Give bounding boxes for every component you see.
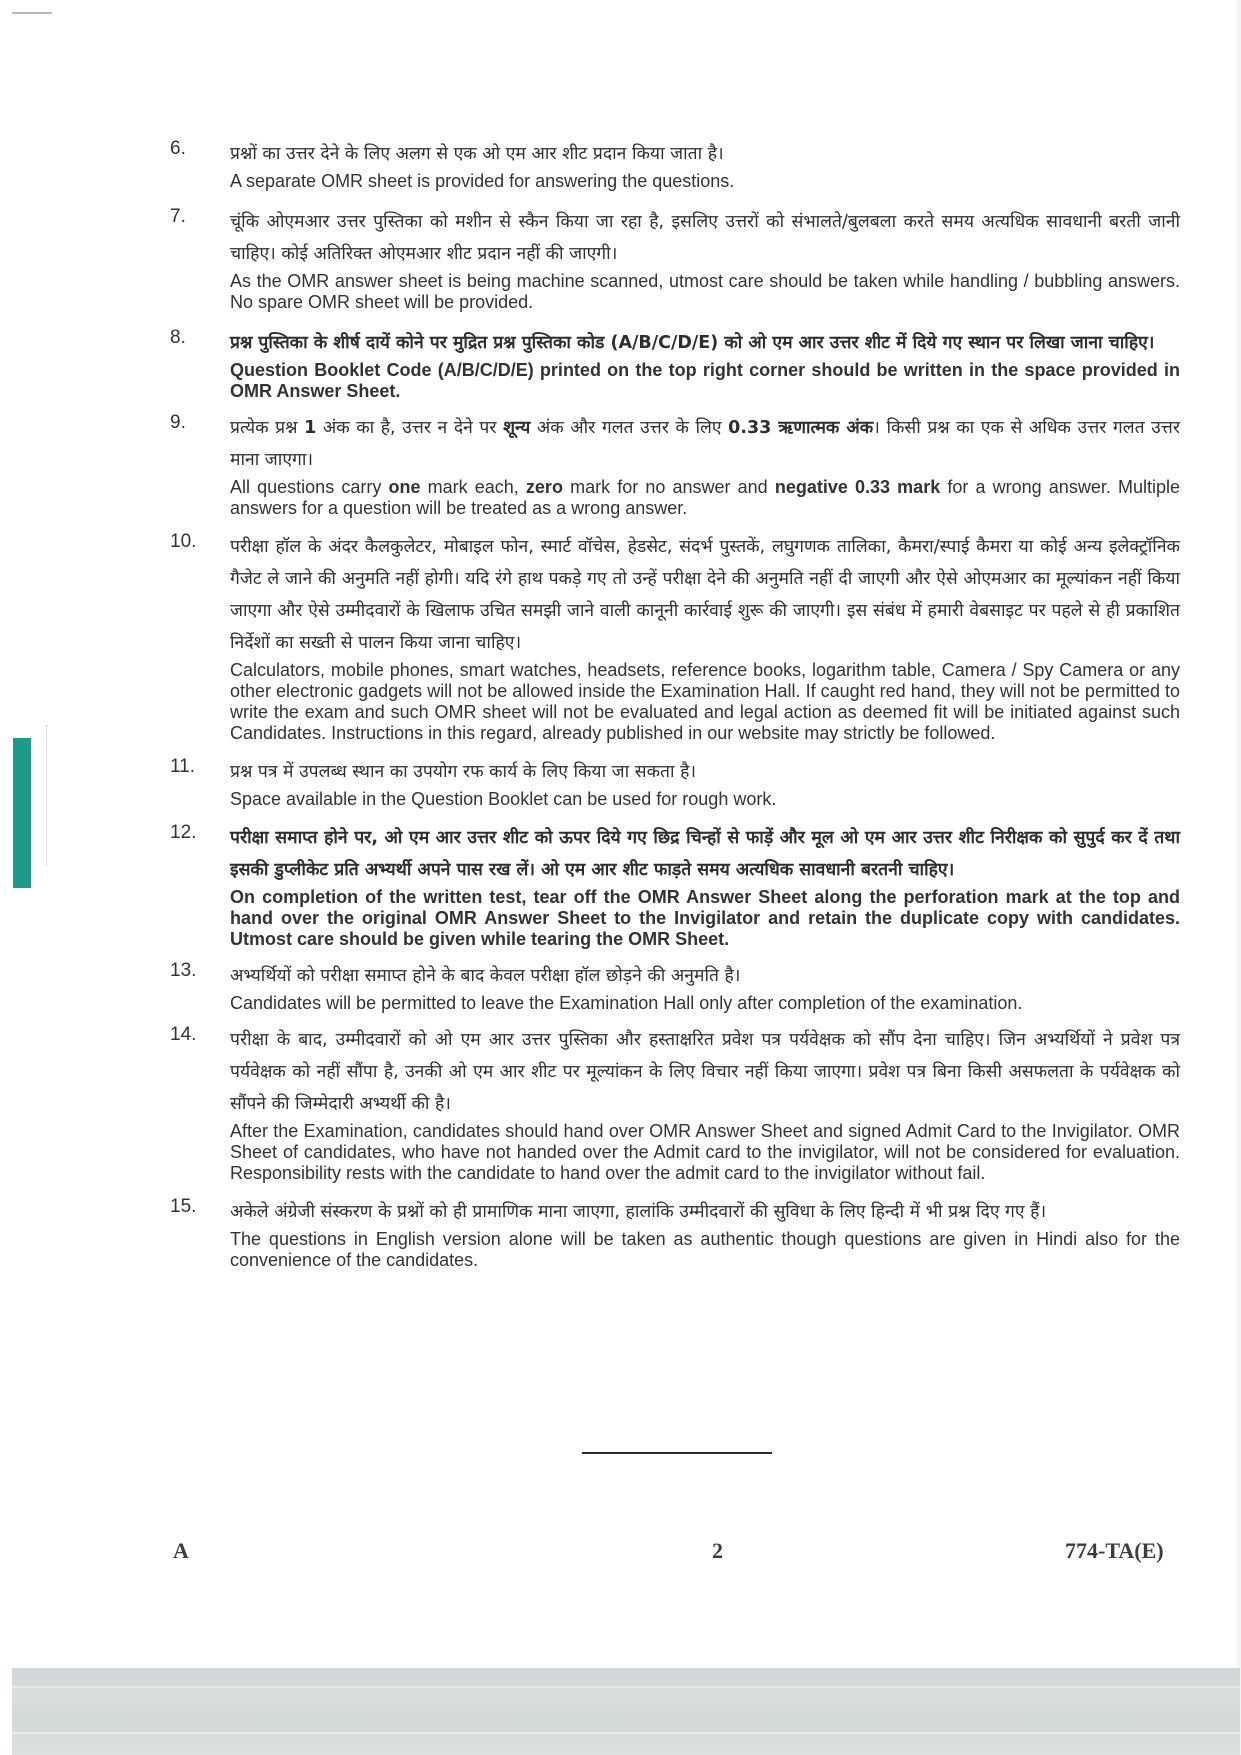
instructions-list	[170, 138, 1180, 1271]
scanner-bed-edge	[12, 1668, 1240, 1755]
instruction-number: 10.	[170, 531, 197, 552]
instruction-english: On completion of the written test, tear off the OMR Answer Sheet along the perforation mark at the top and hand over the original OMR Answer Sheet to the Invigilator and retain the duplicate copy with candidates. Utmost care should be given while tearing the OMR Sheet.	[230, 887, 1180, 949]
instruction-number: 14.	[170, 1024, 197, 1045]
instruction-14	[170, 1024, 1180, 1184]
instruction-english: As the OMR answer sheet is being machine scanned, utmost care should be taken while handling / bubbling answers. No spare OMR sheet will be provided.	[230, 271, 1180, 312]
instruction-11	[170, 756, 1180, 810]
text-run: All questions carry	[230, 477, 389, 497]
instruction-english: Calculators, mobile phones, smart watches, headsets, reference books, logarithm table, Camera / Spy Camera or any other electronic gadgets will not be allowed inside the Examination Hall. If caught red hand, they will not be permitted to write the exam and such OMR sheet will not be evaluated and legal action as deemed fit will be initiated against such Candidates. Instructions in this regard, already published in our website may strictly be followed.	[230, 660, 1180, 743]
bold-run: one	[388, 477, 421, 497]
scan-right-edge	[1237, 0, 1241, 1755]
instruction-english: Question Booklet Code (A/B/C/D/E) printed on the top right corner should be written in the space provided in OMR Answer Sheet.	[230, 360, 1180, 401]
perforation-line	[46, 725, 47, 865]
instruction-hindi: अभ्यर्थियों को परीक्षा समाप्त होने के बाद केवल परीक्षा हॉल छोड़ने की अनुमति है।	[230, 966, 741, 986]
instruction-english	[230, 477, 1180, 519]
instruction-english: After the Examination, candidates should hand over OMR Answer Sheet and signed Admit Card to the Invigilator. OMR Sheet of candidates, who have not handed over the Admit card to the invigilator, will not be considered for evaluation. Responsibility rests with the candidate to hand over the admit card to the invigilator without fail.	[230, 1121, 1180, 1183]
bold-run: 1	[304, 418, 317, 438]
text-run: अंक का है, उत्तर न देने पर	[316, 418, 504, 438]
instruction-hindi: प्रश्न पत्र में उपलब्ध स्थान का उपयोग रफ कार्य के लिए किया जा सकता है।	[230, 762, 697, 782]
instruction-number: 9.	[170, 412, 186, 433]
instruction-hindi: परीक्षा समाप्त होने पर, ओ एम आर उत्तर शीट को ऊपर दिये गए छिद्र चिन्हों से फाड़ें और मूल ओ एम आर उत्तर शीट निरीक्षक को सुपुर्द कर दें तथा इसकी डुप्लीकेट प्रति अभ्यर्थी अपने पास रख लें। ओ एम आर शीट फाड़ते समय अत्यधिक सावधानी बरतनी चाहिए।	[230, 828, 1180, 880]
instruction-english: Candidates will be permitted to leave the Examination Hall only after completion of the examination.	[230, 993, 1023, 1013]
instruction-15	[170, 1196, 1180, 1271]
instruction-12	[170, 822, 1180, 950]
text-run: अंक और गलत उत्तर के लिए	[530, 418, 729, 438]
instruction-hindi: प्रश्न पुस्तिका के शीर्ष दायें कोने पर मुद्रित प्रश्न पुस्तिका कोड (A/B/C/D/E) को ओ एम आर उत्तर शीट में दिये गए स्थान पर लिखा जाना चाहिए।	[230, 333, 1155, 353]
instruction-hindi: प्रश्नों का उत्तर देने के लिए अलग से एक ओ एम आर शीट प्रदान किया जाता है।	[230, 144, 724, 164]
instruction-hindi: परीक्षा हॉल के अंदर कैलकुलेटर, मोबाइल फोन, स्मार्ट वॉचेस, हेडसेट, संदर्भ पुस्तकें, लघुगणक तालिका, कैमरा/स्पाई कैमरा या कोई अन्य इलेक्ट्रॉनिक गैजेट ले जाने की अनुमति नहीं होगी। यदि रंगे हाथ पकड़े गए तो उन्हें परीक्षा देने की अनुमति नहीं दी जाएगी और ऐसे ओएमआर का मूल्यांकन नहीं किया जाएगा और ऐसे उम्मीदवारों के खिलाफ उचित समझी जाने वाली कानूनी कार्रवाई शुरू की जाएगी। इस संबंध में हमारी वेबसाइट पर पहले से ही प्रकाशित निर्देशों का सख्ती से पालन किया जाना चाहिए।	[230, 537, 1180, 653]
instruction-number: 8.	[170, 327, 186, 348]
instruction-english: Space available in the Question Booklet can be used for rough work.	[230, 789, 777, 809]
instruction-hindi: चूंकि ओएमआर उत्तर पुस्तिका को मशीन से स्कैन किया जा रहा है, इसलिए उत्तरों को संभालते/बुलबला करते समय अत्यधिक सावधानी बरती जानी चाहिए। कोई अतिरिक्त ओएमआर शीट प्रदान नहीं की जाएगी।	[230, 212, 1180, 264]
scan-edge-mark	[12, 12, 52, 14]
text-run: mark each,	[420, 477, 526, 497]
instruction-english: The questions in English version alone will be taken as authentic though questions are given in Hindi also for the convenience of the candidates.	[230, 1229, 1180, 1270]
instruction-number: 15.	[170, 1196, 197, 1217]
instruction-number: 12.	[170, 822, 197, 843]
instruction-10	[170, 531, 1180, 744]
bold-run: शून्य	[503, 418, 531, 438]
end-rule	[582, 1452, 772, 1454]
instruction-13	[170, 960, 1180, 1014]
side-color-strip	[13, 738, 31, 888]
instruction-hindi: परीक्षा के बाद, उम्मीदवारों को ओ एम आर उत्तर पुस्तिका और हस्ताक्षरित प्रवेश पत्र पर्यवेक्षक को सौंप देना चाहिए। जिन अभ्यर्थियों ने प्रवेश पत्र पर्यवेक्षक को नहीं सौंपा है, उनकी ओ एम आर शीट पर मूल्यांकन के लिए विचार नहीं किया जाएगा। प्रवेश पत्र बिना किसी असफलता के पर्यवेक्षक को सौंपने की जिम्मेदारी अभ्यर्थी की है।	[230, 1030, 1180, 1114]
instruction-number: 6.	[170, 138, 186, 159]
booklet-series: A	[173, 1538, 189, 1563]
paper-code: 774-TA(E)	[1065, 1538, 1164, 1563]
instruction-6	[170, 138, 1180, 192]
instruction-number: 11.	[170, 756, 196, 777]
text-run: for a wrong answer. Multiple answers for a question will be treated as a wrong answer.	[230, 477, 1180, 518]
instruction-hindi: अकेले अंग्रेजी संस्करण के प्रश्नों को ही प्रामाणिक माना जाएगा, हालांकि उम्मीदवारों की सुविधा के लिए हिन्दी में भी प्रश्न दिए गए हैं।	[230, 1202, 1047, 1222]
bold-run: zero	[525, 477, 563, 497]
text-run: । किसी प्रश्न का एक से अधिक उत्तर गलत उत्तर माना जाएगा।	[230, 418, 1181, 470]
instruction-8	[170, 327, 1180, 402]
page-number: 2	[712, 1538, 723, 1563]
instruction-9	[170, 412, 1180, 519]
text-run: mark for no answer and	[562, 477, 775, 497]
bold-run: 0.33 ऋणात्मक अंक	[728, 418, 874, 438]
instruction-7	[170, 206, 1180, 313]
instruction-hindi	[230, 412, 1180, 476]
bold-run: negative 0.33 mark	[774, 477, 941, 497]
instruction-number: 7.	[170, 206, 186, 227]
text-run: प्रत्येक प्रश्न	[230, 418, 305, 438]
instruction-english: A separate OMR sheet is provided for answering the questions.	[230, 171, 735, 191]
instruction-number: 13.	[170, 960, 197, 981]
